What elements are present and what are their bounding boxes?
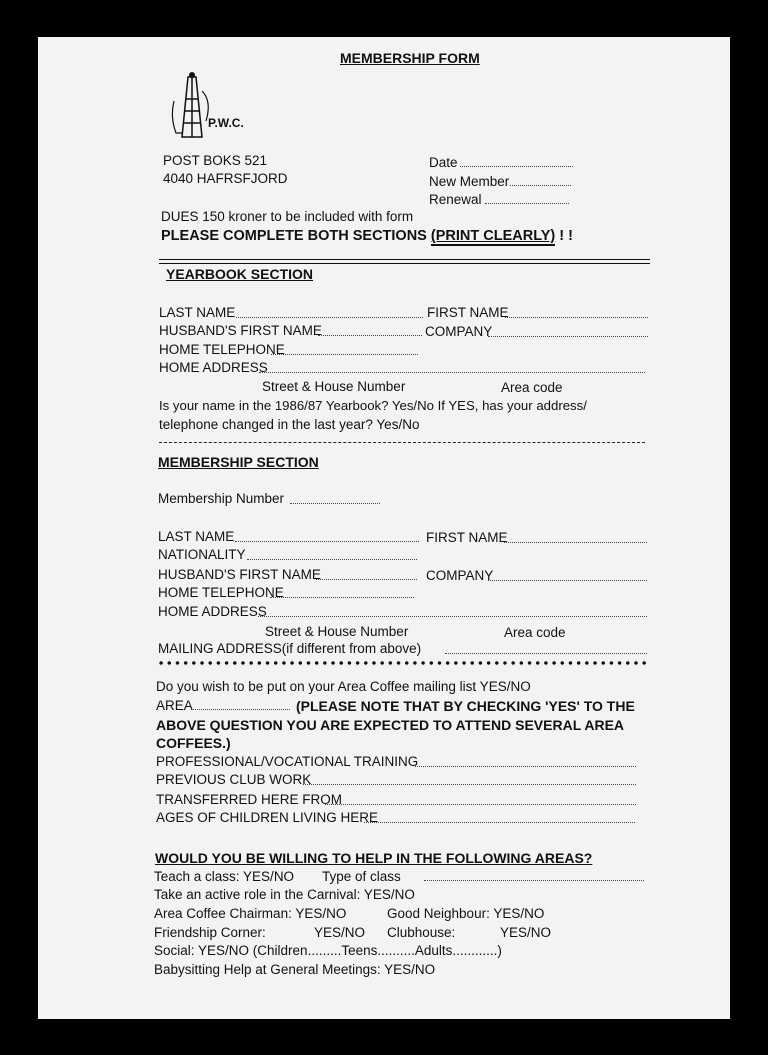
good-neighbour: Good Neighbour: YES/NO xyxy=(387,906,545,921)
asterisk-divider xyxy=(157,659,648,667)
area-field[interactable] xyxy=(193,709,290,710)
renewal-field[interactable] xyxy=(485,203,569,204)
area-label: AREA xyxy=(156,698,193,713)
yb-question-2: telephone changed in the last year? Yes/No xyxy=(159,417,420,432)
clubhouse-yes-no: YES/NO xyxy=(500,925,552,940)
type-of-class-field[interactable] xyxy=(424,880,644,881)
instruction-suffix: ! ! xyxy=(555,228,573,244)
membership-number-field[interactable] xyxy=(290,503,380,504)
professional-label: PROFESSIONAL/VOCATIONAL TRAINING xyxy=(156,754,419,769)
yb-telephone-field[interactable] xyxy=(271,354,418,355)
yb-last-name-label: LAST NAME xyxy=(159,305,236,320)
carnival-role: Take an active role in the Carnival: YES/NO xyxy=(154,887,415,902)
section-divider xyxy=(159,442,645,443)
yb-area-label: Area code xyxy=(501,380,563,395)
note-line-2: ABOVE QUESTION YOU ARE EXPECTED TO ATTEND SEVERAL AREA xyxy=(156,717,625,733)
ms-telephone-label: HOME TELEPHONE xyxy=(158,585,284,600)
date-label: Date xyxy=(429,155,458,170)
ms-nationality-field[interactable] xyxy=(247,559,417,560)
teach-class: Teach a class: YES/NO xyxy=(154,869,295,884)
section-rule-top xyxy=(159,259,650,260)
yb-husband-label: HUSBAND'S FIRST NAME xyxy=(159,323,322,338)
ms-telephone-field[interactable] xyxy=(270,597,414,598)
transferred-field[interactable] xyxy=(325,804,636,805)
ms-address-label: HOME ADDRESS xyxy=(158,604,267,619)
social-line: Social: YES/NO (Children.........Teens..........Adults............) xyxy=(154,943,502,958)
ms-husband-field[interactable] xyxy=(316,579,417,580)
yb-street-label: Street & House Number xyxy=(262,379,406,394)
yb-last-name-field[interactable] xyxy=(236,317,423,318)
instruction-prefix: PLEASE COMPLETE BOTH SECTIONS xyxy=(161,228,431,244)
section-rule-bottom xyxy=(159,263,650,264)
pwc-logo xyxy=(166,71,256,141)
print-clearly: (PRINT CLEARLY) xyxy=(430,228,556,244)
ms-first-name-field[interactable] xyxy=(504,542,647,543)
yb-first-name-field[interactable] xyxy=(505,317,648,318)
membership-number-label: Membership Number xyxy=(158,491,285,506)
yb-first-name-label: FIRST NAME xyxy=(427,305,509,320)
ms-last-name-label: LAST NAME xyxy=(158,529,235,544)
ms-mailing-label: MAILING ADDRESS(if different from above) xyxy=(158,641,422,656)
children-ages-field[interactable] xyxy=(364,822,635,823)
type-of-class-label: Type of class xyxy=(322,869,401,884)
yb-address-field[interactable] xyxy=(259,372,645,373)
form-title: MEMBERSHIP FORM xyxy=(340,50,480,66)
dues-text: DUES 150 kroner to be included with form xyxy=(161,209,414,224)
ms-area-label: Area code xyxy=(504,625,566,640)
coffee-chairman: Area Coffee Chairman: YES/NO xyxy=(154,906,347,921)
yb-address-label: HOME ADDRESS xyxy=(159,360,268,375)
ms-mailing-field[interactable] xyxy=(445,653,647,654)
ms-last-name-field[interactable] xyxy=(235,541,419,542)
yearbook-heading: YEARBOOK SECTION xyxy=(166,266,314,282)
date-field[interactable] xyxy=(460,166,573,167)
address-line-1: POST BOKS 521 xyxy=(163,153,268,168)
membership-heading: MEMBERSHIP SECTION xyxy=(158,454,319,470)
note-line-1: (PLEASE NOTE THAT BY CHECKING 'YES' TO THE xyxy=(296,698,635,714)
yb-company-field[interactable] xyxy=(488,336,648,337)
yb-question-1: Is your name in the 1986/87 Yearbook? Yes/No If YES, has your address/ xyxy=(159,398,587,413)
help-heading: WOULD YOU BE WILLING TO HELP IN THE FOLLOWING AREAS? xyxy=(155,850,593,866)
ms-company-field[interactable] xyxy=(488,580,647,581)
previous-work-label: PREVIOUS CLUB WORK xyxy=(156,772,312,787)
yb-company-label: COMPANY xyxy=(425,324,493,339)
ms-husband-label: HUSBAND'S FIRST NAME xyxy=(158,567,321,582)
clubhouse-label: Clubhouse: xyxy=(387,925,456,940)
previous-work-field[interactable] xyxy=(303,784,636,785)
note-line-3: COFFEES.) xyxy=(156,735,231,751)
address-line-2: 4040 HAFRSFJORD xyxy=(163,171,288,186)
renewal-label: Renewal xyxy=(429,192,482,207)
ms-first-name-label: FIRST NAME xyxy=(426,530,508,545)
ms-nationality-label: NATIONALITY xyxy=(158,547,246,562)
transferred-label: TRANSFERRED HERE FROM xyxy=(156,792,343,807)
friendship-corner: Friendship Corner: xyxy=(154,925,266,940)
children-ages-label: AGES OF CHILDREN LIVING HERE xyxy=(156,810,379,825)
coffee-question: Do you wish to be put on your Area Coffee mailing list YES/NO xyxy=(156,679,531,694)
professional-field[interactable] xyxy=(415,766,636,767)
form-page xyxy=(38,37,730,1019)
logo-text: P.W.C. xyxy=(208,116,244,130)
new-member-field[interactable] xyxy=(510,185,571,186)
ms-street-label: Street & House Number xyxy=(265,624,409,639)
yb-telephone-label: HOME TELEPHONE xyxy=(159,342,285,357)
friendship-yes-no: YES/NO xyxy=(314,925,366,940)
ms-company-label: COMPANY xyxy=(426,568,494,583)
instruction-text xyxy=(161,228,573,244)
ms-address-field[interactable] xyxy=(258,616,647,617)
new-member-label: New Member xyxy=(429,174,510,189)
babysitting-line: Babysitting Help at General Meetings: YES/NO xyxy=(154,962,436,977)
yb-husband-field[interactable] xyxy=(318,335,422,336)
